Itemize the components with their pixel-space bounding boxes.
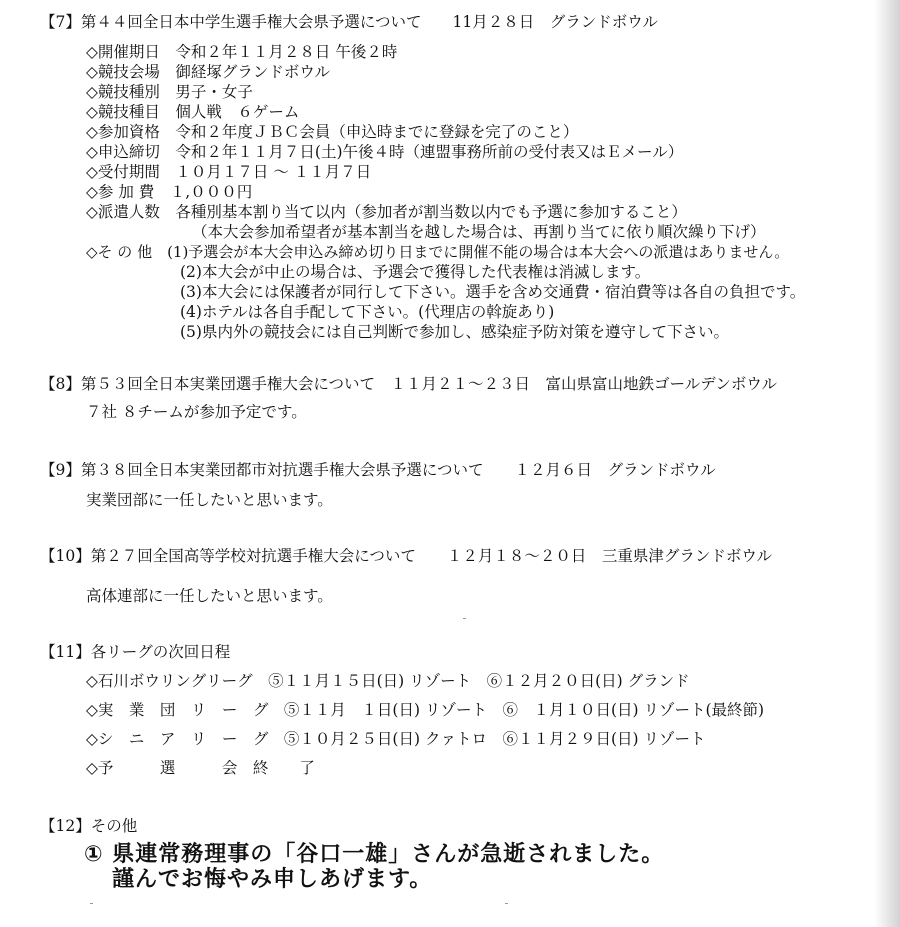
s7-item-dispatch-note: （本大会参加希望者が基本割当を越した場合は、再割り当てに依り順次繰り下げ）	[192, 223, 766, 241]
scan-speck	[463, 618, 466, 619]
s7-item-eligibility: ◇参加資格 令和２年度ＪＢＣ会員（申込時までに登録を完了のこと）	[86, 123, 579, 141]
section-9-body: 実業団部に一任したいと思います。	[86, 491, 333, 509]
league-row-senior: ◇シ ニ ア リ ー グ ⑤１０月２５日(日) クァトロ ⑥１１月２９日(日) リゾート	[86, 730, 706, 748]
s7-other-note-3: (3)本大会には保護者が同行して下さい。選手を含め交通費・宿泊費等は各自の負担です。	[180, 283, 806, 301]
s7-other-note-2: (2)本大会が中止の場合は、予選会で獲得した代表権は消滅します。	[180, 263, 651, 281]
section-9-heading: 【9】第３８回全日本実業団都市対抗選手権大会県予選について １２月６日 グランドボウル	[40, 461, 716, 479]
section-10-heading: 【10】第２７回全国高等学校対抗選手権大会について １２月１８～２０日 三重県津グランドボウル	[40, 547, 772, 565]
section-8-heading: 【8】第５３回全日本実業団選手権大会について １１月２１～２３日 富山県富山地鉄ゴールデンボウル	[40, 375, 777, 393]
section-12-heading: 【12】その他	[40, 817, 138, 835]
section-8-body: ７社 ８チームが参加予定です。	[86, 403, 307, 421]
memorial-notice-line-2: 謹んでお悔やみ申しあげます。	[112, 867, 433, 892]
s7-item-dispatch: ◇派遣人数 各種別基本割り当て以内（参加者が割当数以内でも予選に参加すること）	[86, 203, 687, 221]
page-edge-shadow	[874, 0, 900, 927]
s7-item-category: ◇競技種別 男子・女子	[86, 83, 253, 101]
s7-item-fee: ◇参 加 費 １,０００円	[86, 183, 253, 201]
s7-item-deadline: ◇申込締切 令和２年１１月７日(土)午後４時（連盟事務所前の受付表又はＥメール）	[86, 143, 684, 161]
section-11-heading: 【11】各リーグの次回日程	[40, 643, 231, 661]
s7-other-note-4: (4)ホテルは各自手配して下さい。(代理店の斡旋あり)	[180, 303, 555, 321]
scan-speck	[90, 903, 93, 904]
s7-other-note-5: (5)県内外の競技会には自己判断で参加し、感染症予防対策を遵守して下さい。	[180, 323, 729, 341]
section-10-body: 高体連部に一任したいと思います。	[86, 587, 333, 605]
s7-item-other: ◇そ の 他 (1)予選会が本大会申込み締め切り日までに開催不能の場合は本大会への派遣はありません。	[86, 243, 790, 261]
section-7-heading: 【7】第４４回全日本中学生選手権大会県予選について 11月２８日 グランドボウル	[40, 13, 658, 31]
s7-item-date: ◇開催期日 令和２年１１月２８日 午後２時	[86, 43, 398, 61]
memorial-notice-line-1: ① 県連常務理事の「谷口一雄」さんが急逝されました。	[84, 842, 665, 867]
league-row-qualifier: ◇予 選 会 終 了	[86, 759, 315, 777]
s7-item-reception: ◇受付期間 １０月１７日 ～ １１月７日	[86, 163, 372, 181]
scan-speck	[505, 903, 508, 904]
league-row-ishikawa: ◇石川ボウリングリーグ ⑤１１月１５日(日) リゾート ⑥１２月２０日(日) グランド	[86, 672, 690, 690]
s7-item-event: ◇競技種目 個人戦 ６ゲーム	[86, 103, 300, 121]
s7-item-venue: ◇競技会場 御経塚グランドボウル	[86, 63, 330, 81]
league-row-jitsugyodan: ◇実 業 団 リ ー グ ⑤１１月 １日(日) リゾート ⑥ １月１０日(日) リゾート(最終節)	[86, 701, 765, 719]
